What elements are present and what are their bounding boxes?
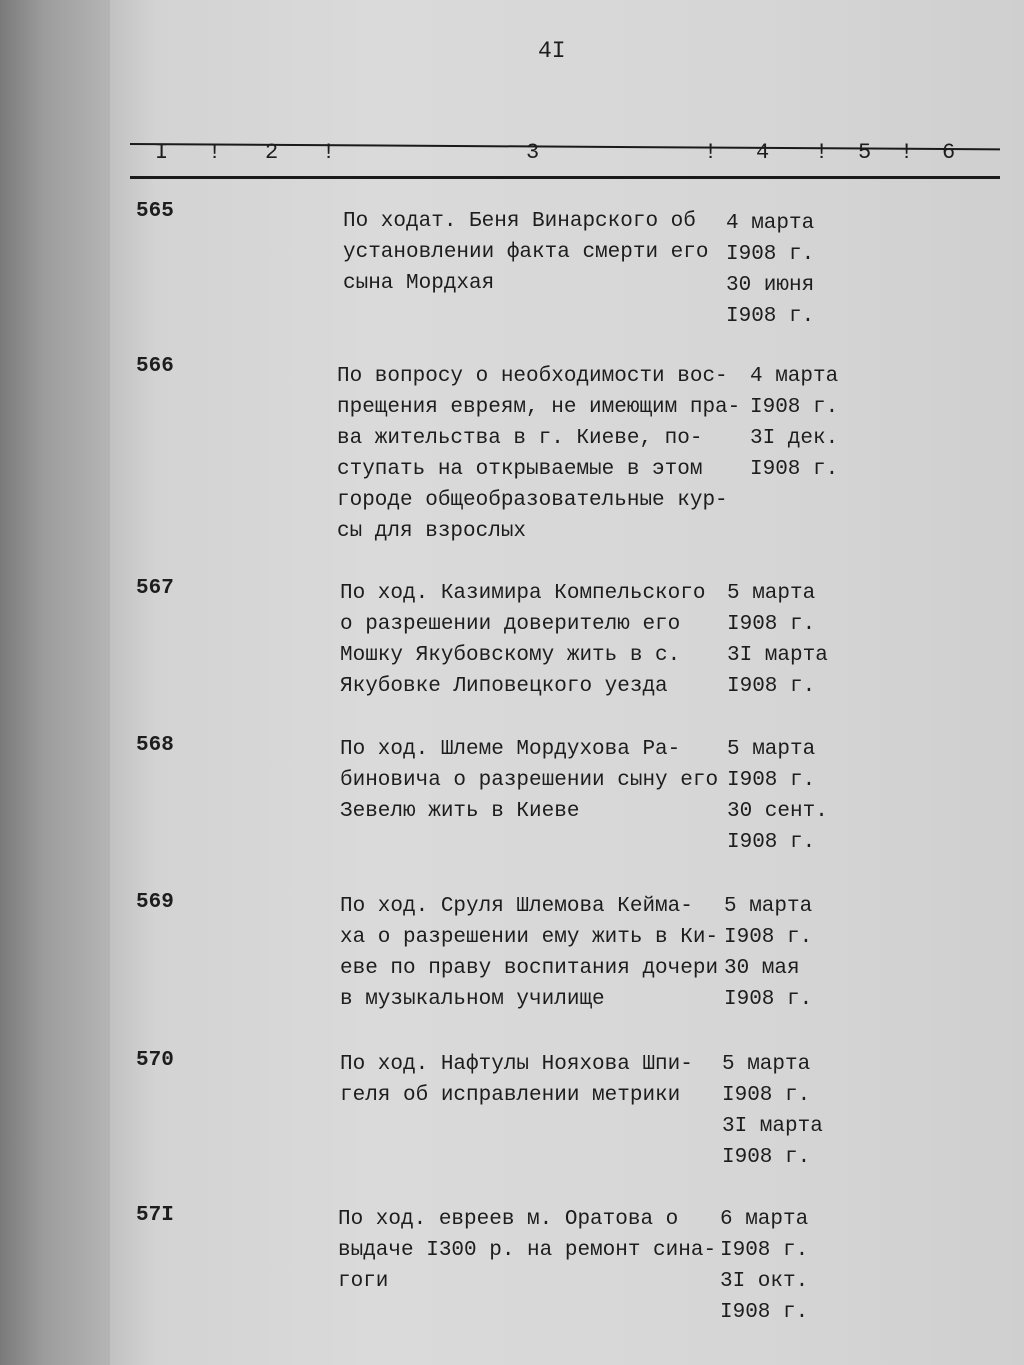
- entry-dates: [727, 734, 828, 858]
- entry-dates: [724, 891, 812, 1015]
- description-line: По вопросу о необходимости вос-: [337, 365, 728, 388]
- date-line: I908 г.: [727, 769, 816, 792]
- description-line: ха о разрешении ему жить в Ки-: [340, 926, 719, 949]
- description-line: городе общеобразовательные кур-: [337, 489, 728, 512]
- header-col-5: 5: [858, 140, 872, 165]
- description-line: Зевелю жить в Киеве: [340, 800, 580, 823]
- date-line: 3I дек.: [750, 427, 839, 450]
- description-line: По ход. Казимира Компельского: [340, 582, 706, 605]
- date-line: I908 г.: [727, 831, 816, 854]
- description-line: сына Мордхая: [343, 272, 495, 295]
- date-line: 30 мая: [724, 957, 800, 980]
- entry-dates: [726, 208, 814, 332]
- date-line: I908 г.: [726, 243, 815, 266]
- description-line: геля об исправлении метрики: [340, 1084, 681, 1107]
- entry-number: 570: [136, 1049, 174, 1072]
- date-line: I908 г.: [720, 1239, 809, 1262]
- header-separator: !: [208, 140, 222, 165]
- date-line: I908 г.: [722, 1146, 811, 1169]
- entry-dates: [722, 1049, 823, 1173]
- book-spine-shadow: [0, 0, 110, 1365]
- entry-description: [340, 891, 740, 1015]
- date-line: 4 марта: [726, 212, 815, 235]
- description-line: еве по праву воспитания дочери: [340, 957, 719, 980]
- date-line: 30 июня: [726, 274, 815, 297]
- entry-dates: [720, 1204, 808, 1328]
- header-separator: !: [900, 140, 914, 165]
- date-line: I908 г.: [724, 926, 813, 949]
- description-line: Мошку Якубовскому жить в с.: [340, 644, 681, 667]
- date-line: I908 г.: [726, 305, 815, 328]
- entry-number: 57I: [136, 1204, 174, 1227]
- description-line: ступать на открываемые в этом: [337, 458, 703, 481]
- date-line: I908 г.: [750, 458, 839, 481]
- entry-dates: [750, 361, 838, 485]
- description-line: Якубовке Липовецкого уезда: [340, 675, 668, 698]
- entry-description: [340, 734, 740, 827]
- date-line: 5 марта: [722, 1053, 811, 1076]
- date-line: 3I окт.: [720, 1270, 809, 1293]
- date-line: I908 г.: [720, 1301, 809, 1324]
- header-separator: !: [322, 140, 336, 165]
- date-line: 4 марта: [750, 365, 839, 388]
- entry-number: 565: [136, 200, 174, 223]
- entry-number: 567: [136, 577, 174, 600]
- page-number: 4I: [538, 38, 566, 64]
- entry-description: [338, 1204, 738, 1297]
- description-line: в музыкальном училище: [340, 988, 605, 1011]
- description-line: По ход. евреев м. Оратова о: [338, 1208, 679, 1231]
- header-separator: !: [815, 140, 829, 165]
- date-line: I908 г.: [722, 1084, 811, 1107]
- description-line: установлении факта смерти его: [343, 241, 709, 264]
- description-line: биновича о разрешении сыну его: [340, 769, 719, 792]
- entry-number: 566: [136, 355, 174, 378]
- date-line: 6 марта: [720, 1208, 809, 1231]
- date-line: 3I марта: [727, 644, 828, 667]
- header-col-2: 2: [265, 140, 279, 165]
- date-line: 3I марта: [722, 1115, 823, 1138]
- description-line: гоги: [338, 1270, 389, 1293]
- entry-description: [340, 1049, 740, 1111]
- description-line: По ходат. Беня Винарского об: [343, 210, 696, 233]
- description-line: По ход. Нафтулы Нояхова Шпи-: [340, 1053, 693, 1076]
- date-line: 5 марта: [724, 895, 813, 918]
- header-col-4: 4: [756, 140, 770, 165]
- entry-description: [340, 578, 740, 702]
- entry-number: 569: [136, 891, 174, 914]
- date-line: I908 г.: [724, 988, 813, 1011]
- description-line: ва жительства в г. Киеве, по-: [337, 427, 703, 450]
- date-line: I908 г.: [727, 613, 816, 636]
- date-line: 5 марта: [727, 582, 816, 605]
- date-line: 30 сент.: [727, 800, 828, 823]
- date-line: I908 г.: [750, 396, 839, 419]
- date-line: 5 марта: [727, 738, 816, 761]
- description-line: о разрешении доверителю его: [340, 613, 681, 636]
- header-separator: !: [704, 140, 718, 165]
- date-line: I908 г.: [727, 675, 816, 698]
- header-col-6: 6: [942, 140, 956, 165]
- table-header-bottom-rule: [130, 176, 1000, 179]
- entry-dates: [727, 578, 828, 702]
- description-line: По ход. Шлеме Мордухова Ра-: [340, 738, 681, 761]
- header-col-1: I: [155, 140, 169, 165]
- entry-description: [343, 206, 743, 299]
- description-line: По ход. Сруля Шлемова Кейма-: [340, 895, 693, 918]
- description-line: выдаче I300 р. на ремонт сина-: [338, 1239, 717, 1262]
- header-col-3: 3: [526, 140, 540, 165]
- entry-number: 568: [136, 734, 174, 757]
- description-line: сы для взрослых: [337, 520, 527, 543]
- description-line: прещения евреям, не имеющим пра-: [337, 396, 741, 419]
- entry-description: [337, 361, 741, 547]
